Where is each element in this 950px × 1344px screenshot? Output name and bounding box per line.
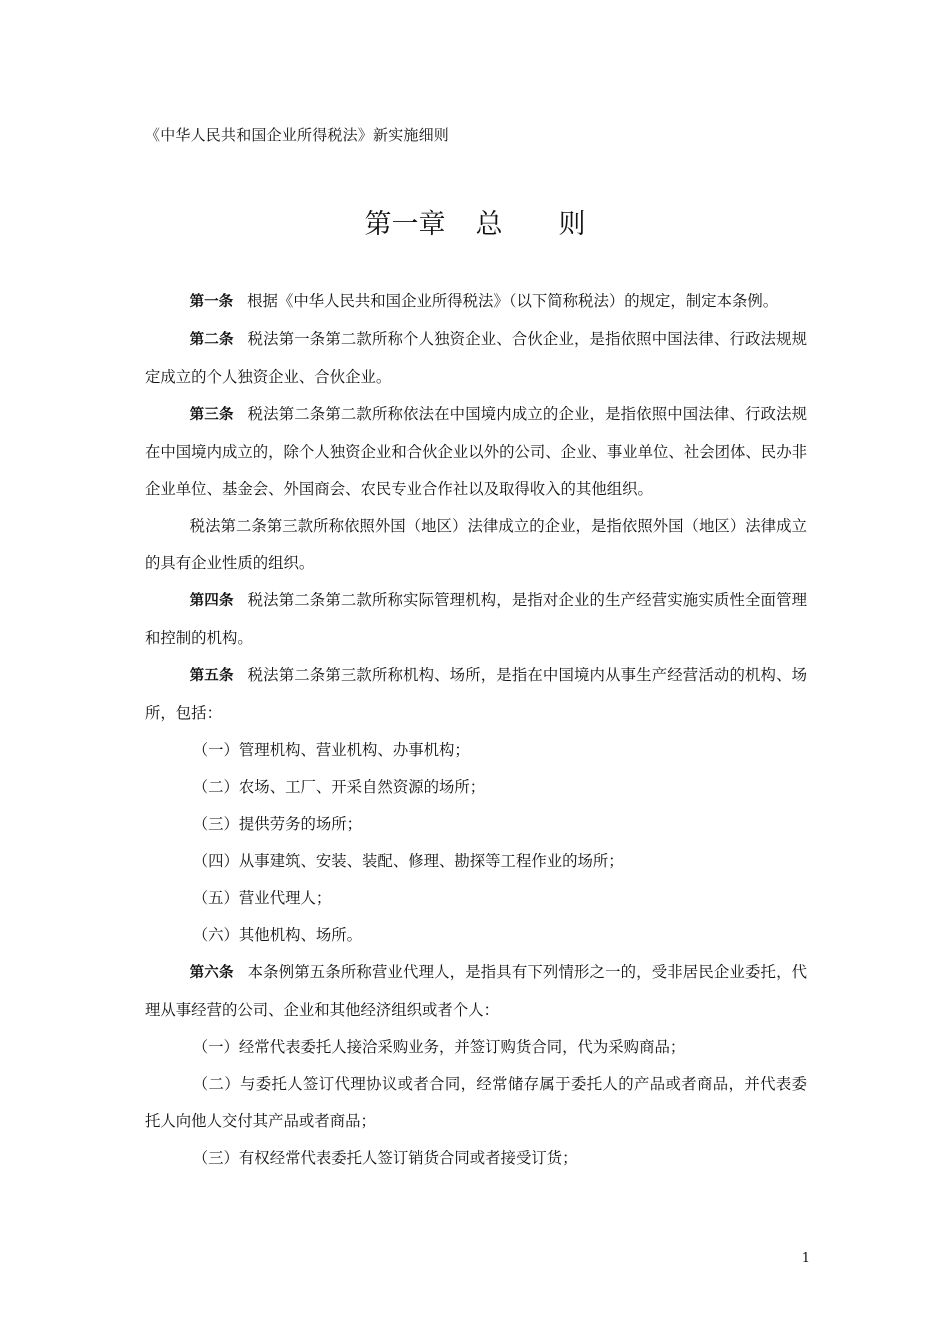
chapter-number: 第一章: [364, 209, 446, 240]
list-item: （二）与委托人签订代理协议或者合同，经常储存属于委托人的产品或者商品，并代表委托人向他人交付其产品或者商品；: [145, 1075, 807, 1130]
list-item: （六）其他机构、场所。: [192, 926, 363, 944]
article-paragraph: [145, 321, 807, 396]
article-text: 税法第二条第二款所称实际管理机构，是指对企业的生产经营实施实质性全面管理和控制的机构。: [145, 591, 807, 647]
article-paragraph: [145, 396, 807, 508]
document-title: 《中华人民共和国企业所得税法》新实施细则: [145, 126, 450, 144]
article-paragraph: [145, 657, 807, 732]
article-continuation-paragraph: [145, 508, 807, 582]
article-label: 第五条: [189, 668, 234, 684]
list-item: （三）提供劳务的场所；: [192, 815, 363, 833]
article-text: 根据《中华人民共和国企业所得税法》（以下简称税法）的规定，制定本条例。: [247, 292, 779, 310]
article-label: 第六条: [189, 965, 234, 981]
list-item: （五）营业代理人；: [192, 889, 332, 907]
list-item: （三）有权经常代表委托人签订销货合同或者接受订货；: [192, 1149, 578, 1167]
article-paragraph: [145, 582, 807, 657]
article-text: 税法第二条第三款所称机构、场所，是指在中国境内从事生产经营活动的机构、场所，包括：: [145, 666, 807, 722]
page-number: 1: [801, 1251, 810, 1266]
list-item: （四）从事建筑、安装、装配、修理、勘探等工程作业的场所；: [192, 852, 624, 870]
article-label: 第四条: [189, 593, 234, 609]
chapter-name-part2: 则: [558, 209, 586, 240]
chapter-heading: [0, 205, 950, 245]
list-item: （一）管理机构、营业机构、办事机构；: [192, 741, 470, 759]
document-body: [145, 283, 807, 1177]
article-label: 第三条: [189, 407, 234, 423]
article-paragraph: [145, 954, 807, 1029]
article-text: 税法第二条第三款所称依照外国（地区）法律成立的企业，是指依照外国（地区）法律成立的具有企业性质的组织。: [145, 517, 807, 572]
article-text: 本条例第五条所称营业代理人，是指具有下列情形之一的，受非居民企业委托，代理从事经营的公司、企业和其他经济组织或者个人：: [145, 963, 807, 1019]
chapter-name-part1: 总: [475, 209, 503, 240]
list-item: （二）农场、工厂、开采自然资源的场所；: [192, 778, 486, 796]
article-text: 税法第二条第二款所称依法在中国境内成立的企业，是指依照中国法律、行政法规在中国境内成立的，除个人独资企业和合伙企业以外的公司、企业、事业单位、社会团体、民办非企业单位、基金会、外国商会、农民专业合作社以及取得收入的其他组织。: [145, 405, 807, 498]
article-label: 第一条: [189, 294, 234, 310]
article-text: 税法第一条第二款所称个人独资企业、合伙企业，是指依照中国法律、行政法规规定成立的个人独资企业、合伙企业。: [145, 330, 807, 386]
article-label: 第二条: [189, 332, 234, 348]
article-paragraph: [145, 283, 807, 321]
list-item: （一）经常代表委托人接洽采购业务，并签订购货合同，代为采购商品；: [192, 1038, 686, 1056]
